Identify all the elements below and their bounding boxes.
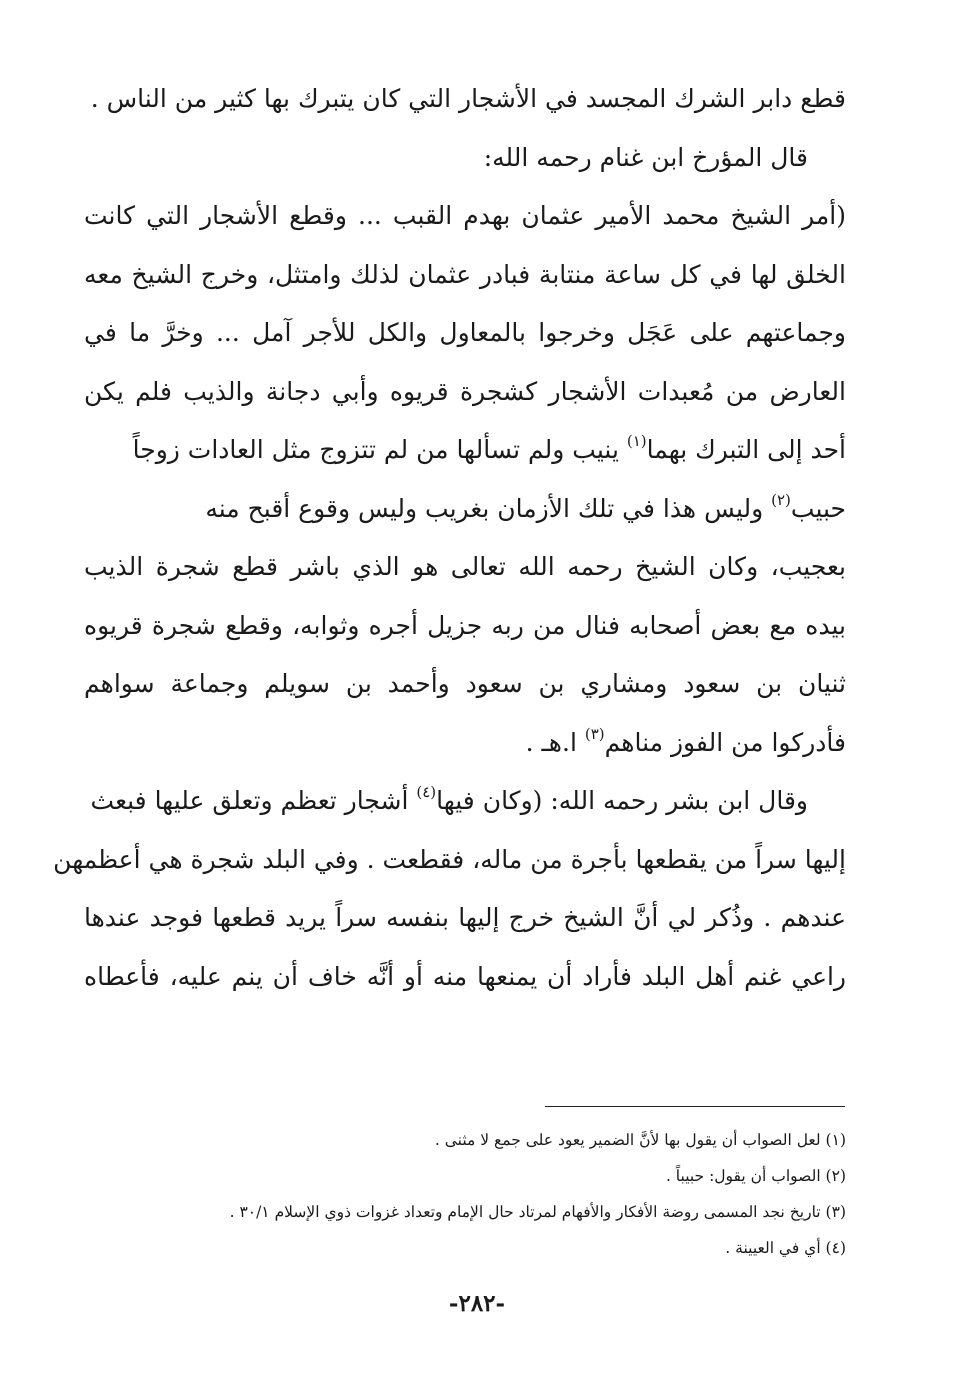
footnote-ref[interactable]: (٣) (584, 724, 605, 743)
text-segment: فأدركوا من الفوز مناهم (604, 727, 846, 757)
text-line: راعي غنم أهل البلد فأراد أن يمنعها منه أو أنَّه خاف أن ينم عليه، فأعطاه (84, 961, 846, 991)
text-line (84, 421, 846, 480)
text-line: عندهم . وذُكر لي أنَّ الشيخ خرج إليها بنفسه سراً يريد قطعها فوجد عندها (84, 903, 846, 932)
text-line: بيده مع بعض أصحابه فنال من ربه جزيل أجره وثوابه، وقطع شجرة قريوه (84, 610, 846, 640)
text-segment: ينيب ولم تسألها من لم تتزوج مثل العادات زوجاً (132, 435, 627, 464)
footnote-ref[interactable]: (٢) (771, 490, 791, 509)
footnote-ref[interactable]: (١) (626, 432, 647, 450)
text-line: العارض من مُعبدات الأشجار كشجرة قريوه وأبي دجانة والذيب فلم يكن (84, 376, 846, 406)
text-line: قطع دابر الشرك المجسد في الأشجار التي كان يتبرك بها كثير من الناس . (90, 84, 846, 113)
footnote-ref[interactable]: (٤) (416, 783, 437, 801)
footnotes (100, 1122, 846, 1266)
main-text (53, 70, 846, 1006)
text-segment: وليس هذا في تلك الأزمان بغريب وليس وقوع أقبح منه (205, 493, 772, 523)
text-line: (أمر الشيخ محمد الأمير عثمان بهدم القبب ... وقطع الأشجار التي كانت (84, 201, 846, 230)
text-line: وجماعتهم على عَجَل وخرجوا بالمعاول والكل للأجر آمل ... وخرَّ ما في (84, 318, 846, 347)
text-segment: ا.هـ . (525, 727, 585, 757)
footnote-4: (٤) أي في العيينة . (725, 1239, 846, 1257)
text-line (84, 772, 846, 831)
text-line (84, 714, 846, 773)
text-segment: وقال ابن بشر رحمه الله: (وكان فيها (436, 786, 808, 815)
text-line (84, 480, 846, 539)
text-line: بعجيب، وكان الشيخ رحمه الله تعالى هو الذي باشر قطع شجرة الذيب (84, 552, 846, 581)
footnote-2: (٢) الصواب أن يقول: حبيباً . (665, 1167, 846, 1185)
text-segment: أشجار تعظم وتعلق عليها فبعث (90, 786, 417, 815)
footnote-3: (٣) تاريخ نجد المسمى روضة الأفكار والأفهام لمرتاد حال الإمام وتعداد غزوات ذوي الإسلام ٣٠/١ . (229, 1203, 846, 1221)
page-number: -٢٨٢- (448, 1290, 506, 1317)
text-line: الخلق لها في كل ساعة منتابة فبادر عثمان لذلك وامتثل، وخرج الشيخ معه (84, 259, 846, 289)
footnote-1: (١) لعل الصواب أن يقول بها لأنَّ الضمير يعود على جمع لا مثنى . (434, 1131, 846, 1149)
text-line: قال المؤرخ ابن غنام رحمه الله: (483, 142, 808, 172)
text-segment: حبيب (790, 493, 846, 523)
text-segment: أحد إلى التبرك بهما (646, 435, 846, 464)
text-line: إليها سراً من يقطعها بأجرة من ماله، فقطعت . وفي البلد شجرة هي أعظمهن (53, 844, 846, 874)
footnote-divider (545, 1106, 845, 1107)
text-line: ثنيان بن سعود ومشاري بن سعود وأحمد بن سويلم وجماعة سواهم (84, 669, 846, 698)
